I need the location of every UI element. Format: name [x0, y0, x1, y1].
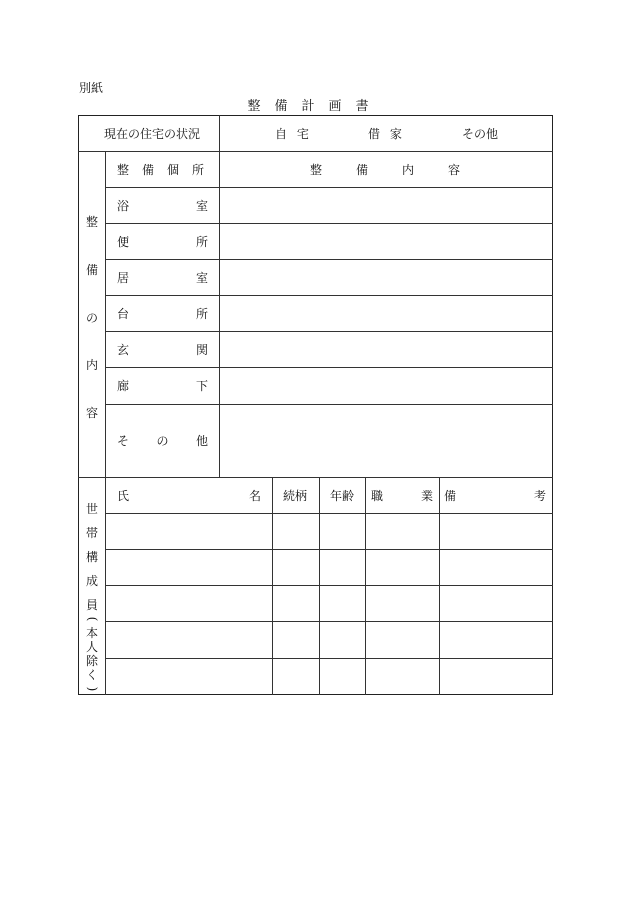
row-location-bath: 浴 室 [117, 199, 208, 213]
section-char: 員 [85, 598, 98, 612]
header-notes: 備 考 [444, 489, 546, 503]
section-char: 内 [85, 358, 98, 373]
col-divider [439, 477, 440, 695]
housing-option-own: 自 宅 [275, 127, 309, 141]
row-divider [105, 295, 553, 296]
row-divider [105, 513, 553, 514]
row-divider [105, 367, 553, 368]
row-location-toilet: 便 所 [117, 235, 208, 249]
section-char: 本 [85, 626, 98, 640]
row-divider [78, 151, 553, 152]
row-location-kitchen: 台 所 [117, 307, 208, 321]
section-char: 人 [85, 640, 98, 654]
form-title: 整備計画書 [247, 99, 383, 114]
section-char: 世 [85, 502, 98, 516]
header-age: 年齢 [330, 489, 355, 503]
header-relation: 続柄 [283, 489, 308, 503]
section-char: 容 [85, 406, 98, 420]
improvement-section-label [85, 215, 99, 420]
row-divider [105, 223, 553, 224]
housing-label: 現在の住宅の状況 [104, 127, 201, 141]
section-char: く [85, 668, 98, 682]
header-job: 職 業 [371, 489, 433, 503]
housing-option-rent: 借 家 [368, 127, 402, 141]
section-char: 帯 [85, 526, 98, 540]
row-divider [105, 187, 553, 188]
section-char: 備 [85, 262, 98, 277]
col-divider [105, 151, 106, 695]
col-divider [365, 477, 366, 695]
col-divider [319, 477, 320, 695]
row-location-living: 居 室 [117, 271, 208, 285]
row-divider [78, 477, 553, 478]
row-location-other: そ の 他 [117, 434, 208, 448]
header-name: 氏 名 [117, 489, 261, 503]
col-divider [219, 151, 220, 477]
section-char: 整 [85, 215, 98, 229]
section-char: ) [85, 686, 99, 692]
section-char: の [85, 310, 98, 325]
header-content: 整備内容 [310, 163, 495, 177]
row-location-entrance: 玄 関 [117, 343, 208, 357]
row-divider [105, 658, 553, 659]
col-divider [272, 477, 273, 695]
section-char: 成 [85, 574, 98, 588]
row-divider [105, 549, 553, 550]
row-divider [105, 259, 553, 260]
row-divider [105, 404, 553, 405]
household-section-label [85, 502, 99, 696]
section-char: ( [85, 616, 99, 622]
section-char: 構 [85, 550, 98, 564]
col-divider [219, 115, 220, 151]
row-divider [105, 621, 553, 622]
housing-option-other: その他 [462, 127, 499, 141]
row-location-hallway: 廊 下 [117, 379, 208, 393]
section-char: 除 [85, 654, 98, 668]
row-divider [105, 331, 553, 332]
header-location: 整備個所 [117, 163, 218, 177]
attachment-label: 別紙 [79, 81, 104, 95]
row-divider [105, 585, 553, 586]
